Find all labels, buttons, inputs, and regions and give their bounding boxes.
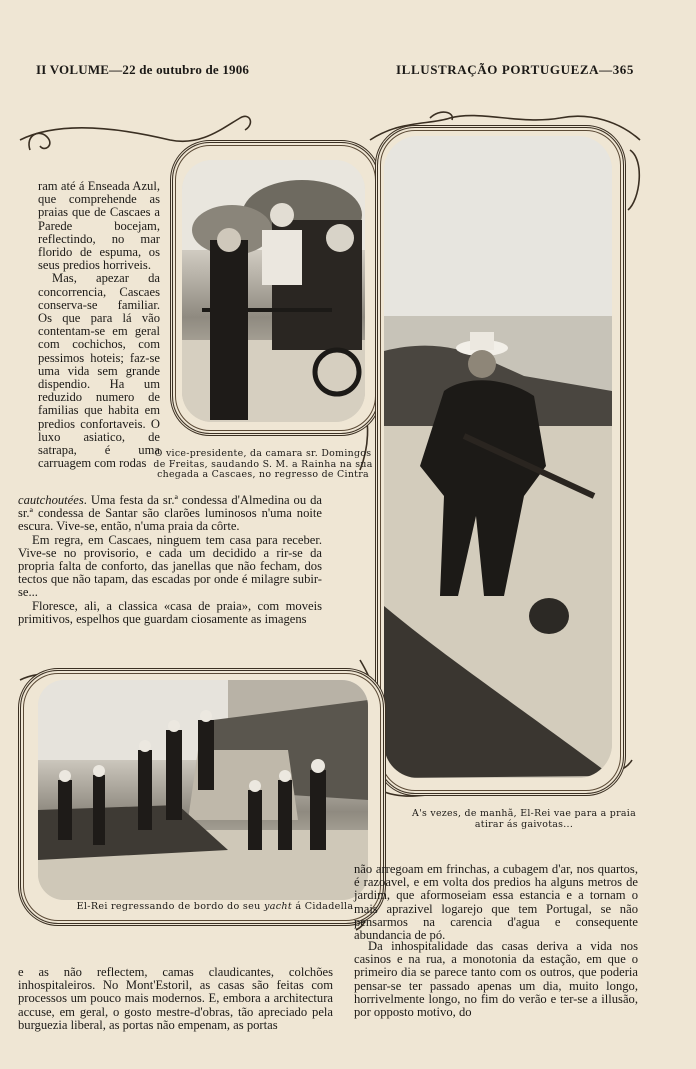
article-column-bottom-left <box>18 966 333 1032</box>
article-column-top-left <box>38 180 160 470</box>
caption-yacht-return <box>70 902 360 913</box>
caption-yacht-post: á Cidadella <box>292 901 354 912</box>
header-volume-date: II VOLUME—22 de outubro de 1906 <box>36 62 250 77</box>
article-column-bottom-right-continued <box>354 940 638 1019</box>
caption-yacht-pre: El-Rei regressando de bordo do seu <box>76 901 264 912</box>
paragraph-text: . Uma festa da sr.ª condessa d'Almedina ou da sr.ª condessa de Santar são clarões luminosos n'uma noite escura. Vive-se, então, n'uma praia da côrte. <box>18 493 322 534</box>
photo-king-shooting <box>384 136 612 778</box>
paragraph: não arregoam em frinchas, a cubagem d'ar, nos quartos, é razoavel, e em volta dos predios ha alguns metros de jardim, que aformoseiam essa estancia e a tornam o mais aprazivel logarejo que tem Portugal, se não pensarmos na carencia d'agua e consequente abundancia de pó. <box>354 862 638 943</box>
photo-carriage-arrival <box>182 160 365 422</box>
paragraph: Da inhospitalidade das casas deriva a vida nos casinos e na rua, a monotonia da estação, em que o primeiro dia se parece tanto com os outros, que poderia pensar-se ter passado apenas um dia, muito longo, horrivelmente longo, no fim do verão e ter-se a illusão, por opposto motivo, do <box>354 939 638 1020</box>
paragraph: Mas, apezar da concorrencia, Cascaes conserva-se familiar. Os que para lá vão contentam-se em geral com cochichos, com pessimos hoteis; faz-se uma vida sem grande dispendio. Ha um reduzido numero de familias que habita em predios confortaveis. O luxo asiatico, de satrapa, é uma carruagem com rodas <box>38 271 160 471</box>
paragraph: e as não reflectem, camas claudicantes, colchões inhospitaleiros. No Mont'Estoril, as casas são feitas com processos um pouco mais modernos. E, embora a architectura accuse, em geral, o gosto mestre-d'obras, tão apreciado pela burguezia liberal, as portas não empenam, as portas <box>18 965 333 1032</box>
article-column-bottom-right <box>354 863 638 942</box>
caption-yacht-italic: yacht <box>263 901 293 912</box>
photo-yacht-return <box>38 680 368 900</box>
paragraph: Em regra, em Cascaes, ninguem tem casa para receber. Vive-se no provisorio, e cada um decidido a rir-se da propria falta de conforto, das janellas que não fecham, dos tectos que não tapam, das escadas por onde é milagre subir-se... <box>18 532 322 600</box>
header-publication-page: ILLUSTRAÇÃO PORTUGUEZA—365 <box>396 62 634 77</box>
caption-carriage: O vice-presidente, da camara sr. Domingos de Freitas, saudando S. M. a Rainha na sua chegada a Cascaes, no regresso de Cintra <box>153 448 373 481</box>
caption-king-shooting: A's vezes, de manhã, El-Rei vae para a praia atirar ás gaivotas... <box>412 808 636 830</box>
paragraph: Floresce, ali, a classica «casa de praia», com moveis primitivos, espelhos que guardam ciosamente as imagens <box>18 598 322 626</box>
article-column-mid-left <box>18 494 322 626</box>
paragraph <box>18 494 322 534</box>
italic-word: cautchoutées <box>18 493 84 507</box>
paragraph: ram até á Enseada Azul, que comprehende as praias que de Cascaes a Parede bocejam, reflectindo, no mar florido de espuma, os seus predios horriveis. <box>38 179 160 273</box>
